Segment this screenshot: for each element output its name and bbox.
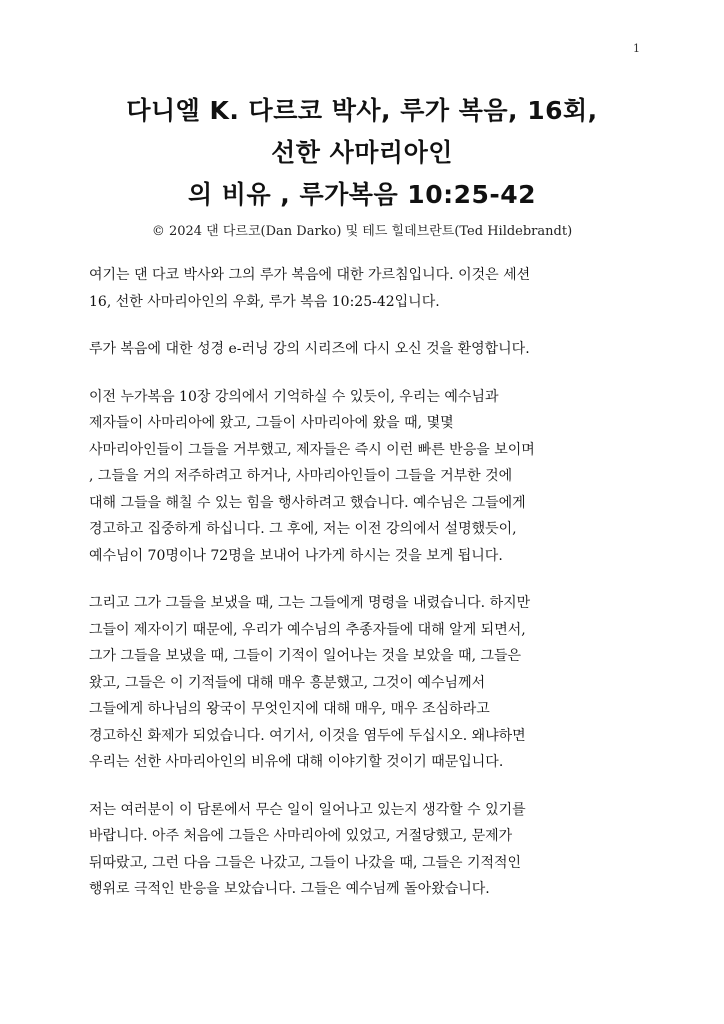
title-line: 의 비유 , 루가복음 10:25-42 (187, 180, 537, 209)
paragraph (89, 797, 639, 903)
paragraph (89, 590, 639, 776)
paragraph (89, 384, 639, 570)
page-number: 1 (633, 42, 640, 55)
title-line: 다니엘 K. 다르코 박사, 루가 복음, 16회, (126, 96, 598, 125)
document-body (89, 262, 639, 924)
text-line: 경고하고 집중하게 하십니다. 그 후에, 저는 이전 강의에서 설명했듯이, (89, 521, 517, 537)
text-line: 제자들이 사마리아에 왔고, 그들이 사마리아에 왔을 때, 몇몇 (89, 415, 454, 431)
text-line: 바랍니다. 아주 처음에 그들은 사마리아에 있었고, 거절당했고, 문제가 (89, 828, 513, 844)
text-line: 그가 그들을 보냈을 때, 그들이 기적이 일어나는 것을 보았을 때, 그들은 (89, 648, 522, 664)
text-line: 여기는 댄 다코 박사와 그의 루가 복음에 대한 가르침입니다. 이것은 세션 (89, 267, 531, 283)
text-line: 그리고 그가 그들을 보냈을 때, 그는 그들에게 명령을 내렸습니다. 하지만 (89, 595, 531, 611)
text-line: 대해 그들을 해칠 수 있는 힘을 행사하려고 했습니다. 예수님은 그들에게 (89, 494, 526, 511)
text-line: 왔고, 그들은 이 기적들에 대해 매우 흥분했고, 그것이 예수님께서 (89, 674, 486, 691)
title-block (70, 90, 654, 242)
text-line: 예수님이 70명이나 72명을 보내어 나가게 하시는 것을 보게 됩니다. (89, 547, 503, 564)
text-line: 이전 누가복음 10장 강의에서 기억하실 수 있듯이, 우리는 예수님과 (89, 388, 499, 405)
text-line: 루가 복음에 대한 성경 e-러닝 강의 시리즈에 다시 오신 것을 환영합니다. (89, 341, 530, 357)
text-line: 그들에게 하나님의 왕국이 무엇인지에 대해 매우, 매우 조심하라고 (89, 701, 490, 717)
paragraph (89, 336, 639, 363)
copyright-notice: © 2024 댄 다르코(Dan Darko) 및 테드 힐데브란트(Ted Hildebrandt) (151, 224, 573, 239)
text-line: 사마리아인들이 그들을 거부했고, 제자들은 즉시 이런 빠른 반응을 보이며 (89, 441, 535, 458)
paragraph (89, 262, 639, 315)
text-line: 그들이 제자이기 때문에, 우리가 예수님의 추종자들에 대해 알게 되면서, (89, 621, 526, 638)
text-line: 저는 여러분이 이 담론에서 무슨 일이 일어나고 있는지 생각할 수 있기를 (89, 801, 526, 818)
text-line: 뒤따랐고, 그런 다음 그들은 나갔고, 그들이 나갔을 때, 그들은 기적적인 (89, 854, 522, 871)
text-line: 행위로 극적인 반응을 보았습니다. 그들은 예수님께 돌아왔습니다. (89, 881, 490, 897)
title-line: 선한 사마리아인 (271, 138, 453, 167)
text-line: 경고하신 화제가 되었습니다. 여기서, 이것을 염두에 두십시오. 왜냐하면 (89, 727, 526, 744)
text-line: , 그들을 거의 저주하려고 하거나, 사마리아인들이 그들을 거부한 것에 (89, 468, 513, 484)
text-line: 16, 선한 사마리아인의 우화, 루가 복음 10:25-42입니다. (89, 293, 440, 310)
text-line: 우리는 선한 사마리아인의 비유에 대해 이야기할 것이기 때문입니다. (89, 754, 504, 770)
